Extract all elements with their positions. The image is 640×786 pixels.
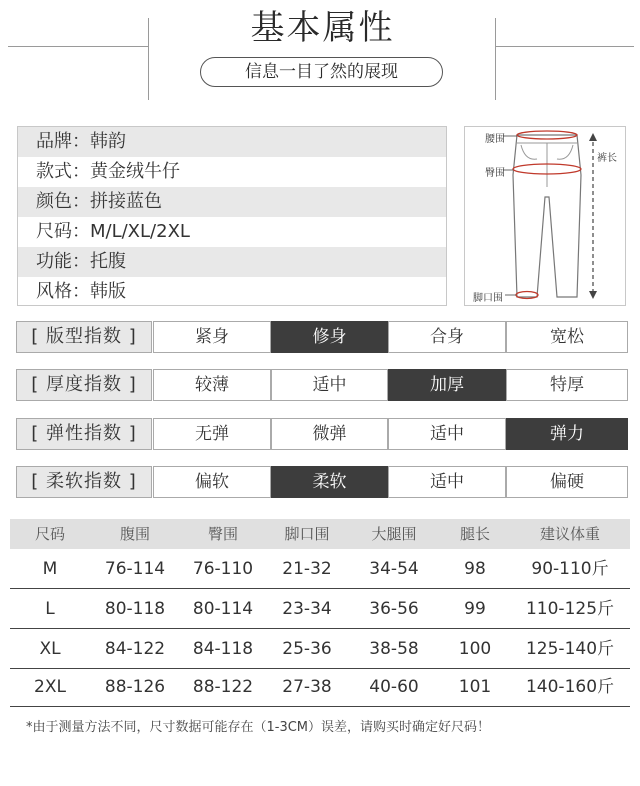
- softness-option-firm: 偏硬: [506, 466, 628, 498]
- cell-hem: 23-34: [282, 599, 332, 619]
- cell-belly: 80-118: [104, 599, 166, 619]
- thickness-option-thin: 较薄: [153, 369, 271, 401]
- thickness-index-label: [ 厚度指数 ]: [16, 369, 152, 401]
- cell-hip: 80-114: [192, 599, 254, 619]
- table-row: [10, 549, 630, 589]
- fit-index-row: [16, 321, 628, 353]
- cell-weight: 110-125斤: [525, 599, 615, 619]
- cell-size: 2XL: [34, 677, 66, 697]
- attribute-fashion: 风格：韩版: [36, 281, 126, 302]
- cell-thigh: 38-58: [369, 639, 419, 659]
- header-divider-left: [8, 46, 148, 47]
- thickness-option-thick-selected: 加厚: [388, 369, 506, 401]
- cell-leg-length: 99: [464, 599, 486, 619]
- cell-belly: 84-122: [104, 639, 166, 659]
- cell-leg-length: 101: [458, 677, 492, 697]
- cell-weight: 125-140斤: [525, 639, 615, 659]
- measurement-note: *由于测量方法不同，尺寸数据可能存在（1-3CM）误差，请购买时确定好尺码！: [26, 720, 491, 735]
- thickness-option-extra-thick: 特厚: [506, 369, 628, 401]
- cell-weight: 140-160斤: [525, 677, 615, 697]
- cell-size: L: [45, 599, 55, 619]
- attribute-size: 尺码：M/L/XL/2XL: [36, 221, 190, 242]
- fit-option-loose: 宽松: [506, 321, 628, 353]
- cell-belly: 88-126: [104, 677, 166, 697]
- fit-option-slim-selected: 修身: [271, 321, 388, 353]
- attribute-function: 功能：托腹: [18, 247, 446, 277]
- elasticity-index-row: [16, 418, 628, 450]
- pants-measurement-diagram: [464, 126, 626, 306]
- table-row: [10, 667, 630, 707]
- elasticity-index-label: [ 弹性指数 ]: [16, 418, 152, 450]
- attribute-color: 颜色：拼接蓝色: [18, 187, 446, 217]
- elasticity-option-stretch-selected: 弹力: [506, 418, 628, 450]
- page-title: 基本属性: [250, 8, 395, 48]
- size-table-header: [10, 519, 630, 549]
- softness-index-label: [ 柔软指数 ]: [16, 466, 152, 498]
- header-thigh: 大腿围: [371, 525, 417, 543]
- cell-size: M: [42, 559, 58, 579]
- table-row: [10, 629, 630, 669]
- thickness-index-row: [16, 369, 628, 401]
- elasticity-option-none: 无弹: [153, 418, 271, 450]
- elasticity-option-medium: 适中: [388, 418, 506, 450]
- page-subtitle: 信息一目了然的展现: [200, 57, 443, 87]
- table-row: [10, 589, 630, 629]
- hem-label: 脚口围: [473, 293, 503, 304]
- cell-belly: 76-114: [104, 559, 166, 579]
- header-hip: 臀围: [207, 525, 238, 543]
- cell-hem: 25-36: [282, 639, 332, 659]
- softness-option-soft: 偏软: [153, 466, 271, 498]
- cell-weight: 90-110斤: [531, 559, 609, 579]
- length-label: 裤长: [597, 153, 617, 164]
- cell-leg-length: 98: [464, 559, 486, 579]
- cell-hem: 21-32: [282, 559, 332, 579]
- cell-hip: 76-110: [192, 559, 254, 579]
- thickness-option-medium: 适中: [271, 369, 388, 401]
- fit-option-regular: 合身: [388, 321, 506, 353]
- header-hem: 脚口围: [284, 525, 330, 543]
- header-weight: 建议体重: [539, 525, 600, 543]
- cell-hip: 84-118: [192, 639, 254, 659]
- cell-thigh: 36-56: [369, 599, 419, 619]
- header-leg-length: 腿长: [459, 525, 490, 543]
- header-belly: 腹围: [119, 525, 150, 543]
- fit-option-tight: 紧身: [153, 321, 271, 353]
- cell-size: XL: [39, 639, 61, 659]
- attributes-table: [17, 126, 447, 306]
- header-bracket-right: [495, 18, 496, 100]
- cell-thigh: 34-54: [369, 559, 419, 579]
- hip-label: 臀围: [485, 168, 505, 179]
- header-bracket-left: [148, 18, 149, 100]
- attribute-brand: 品牌：韩韵: [18, 127, 446, 157]
- cell-hip: 88-122: [192, 677, 254, 697]
- attribute-style: 款式：黄金绒牛仔: [36, 161, 180, 182]
- header-divider-right: [496, 46, 634, 47]
- cell-hem: 27-38: [282, 677, 332, 697]
- header-size: 尺码: [34, 525, 65, 543]
- softness-option-medium: 适中: [388, 466, 506, 498]
- softness-index-row: [16, 466, 628, 498]
- softness-option-supple-selected: 柔软: [271, 466, 388, 498]
- waist-label: 腰围: [485, 134, 505, 145]
- fit-index-label: [ 版型指数 ]: [16, 321, 152, 353]
- elasticity-option-slight: 微弹: [271, 418, 388, 450]
- cell-leg-length: 100: [458, 639, 492, 659]
- cell-thigh: 40-60: [369, 677, 419, 697]
